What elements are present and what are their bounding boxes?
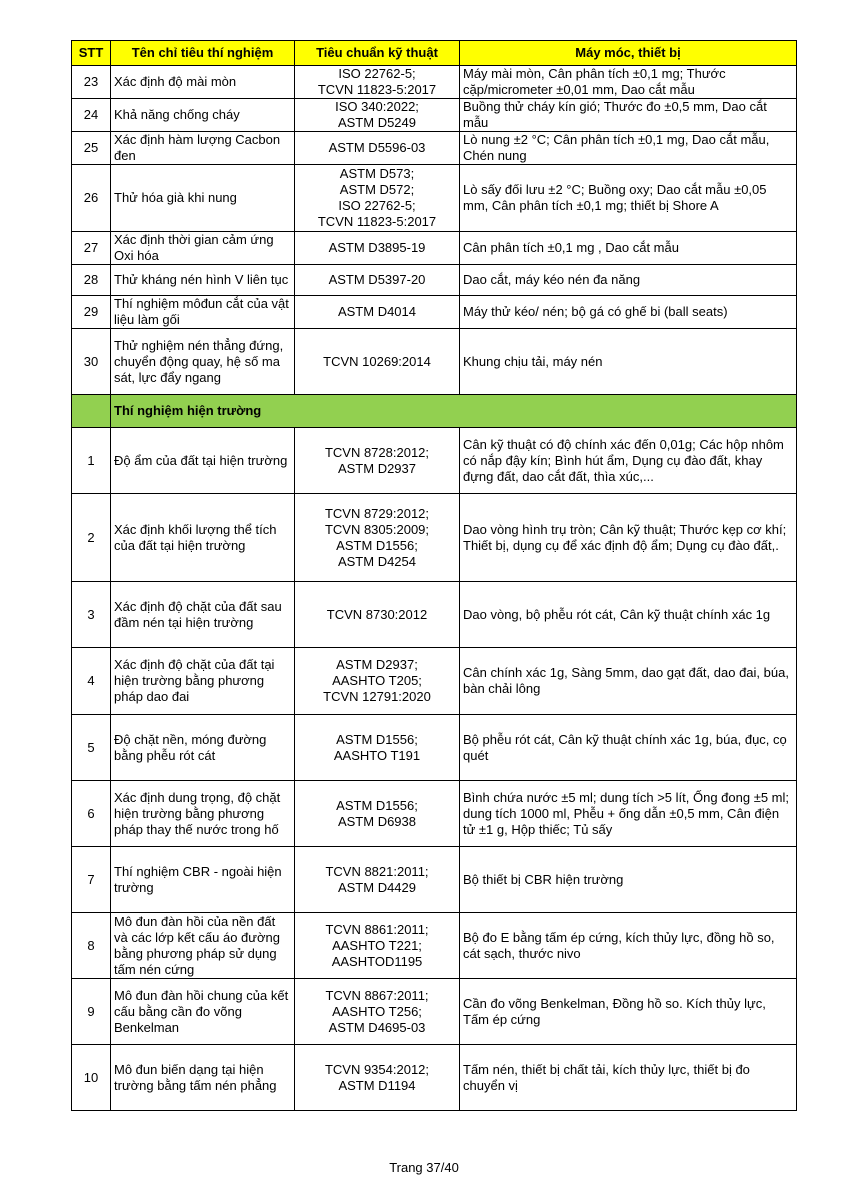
row-equipment: Máy thử kéo/ nén; bộ gá có ghế bi (ball seats) <box>460 296 797 329</box>
row-stt: 23 <box>72 66 111 99</box>
row-standard <box>295 847 460 913</box>
row-standard <box>295 715 460 781</box>
standard-line: TCVN 8729:2012; <box>324 505 430 521</box>
standard-line: ASTM D4254 <box>337 553 417 569</box>
standard-line: TCVN 9354:2012; <box>324 1061 430 1077</box>
table-row <box>72 232 797 265</box>
standard-line: ASTM D5397-20 <box>328 272 426 287</box>
row-equipment: Cần đo võng Benkelman, Đồng hồ so. Kích thủy lực, Tấm ép cứng <box>460 979 797 1045</box>
row-test-name: Xác định độ mài mòn <box>111 66 295 99</box>
header-standard: Tiêu chuẩn kỹ thuật <box>295 41 460 66</box>
table-row <box>72 66 797 99</box>
row-equipment: Bộ đo E bằng tấm ép cứng, kích thủy lực, đồng hồ so, cát sạch, thước nivo <box>460 913 797 979</box>
section-title: Thí nghiệm hiện trường <box>111 395 797 428</box>
header-test-name: Tên chỉ tiêu thí nghiệm <box>111 41 295 66</box>
test-table <box>71 40 797 1111</box>
row-equipment: Lò sấy đối lưu ±2 °C; Buồng oxy; Dao cắt mẫu ±0,05 mm, Cân phân tích ±0,1 mg; thiết bị Shore A <box>460 165 797 232</box>
row-standard <box>295 66 460 99</box>
page-number: Trang 37/40 <box>389 1160 459 1175</box>
row-standard <box>295 913 460 979</box>
table-row <box>72 99 797 132</box>
table-row <box>72 265 797 296</box>
row-stt: 29 <box>72 296 111 329</box>
standard-line: ASTM D573; <box>339 166 415 181</box>
row-equipment: Cân phân tích ±0,1 mg , Dao cắt mẫu <box>460 232 797 265</box>
standard-line: TCVN 8305:2009; <box>324 521 430 537</box>
row-test-name: Thí nghiệm CBR - ngoài hiện trường <box>111 847 295 913</box>
row-standard <box>295 296 460 329</box>
row-stt: 5 <box>72 715 111 781</box>
row-standard <box>295 1045 460 1111</box>
standard-line: TCVN 8821:2011; <box>325 863 429 879</box>
row-standard <box>295 781 460 847</box>
row-equipment: Máy mài mòn, Cân phân tích ±0,1 mg; Thước cặp/micrometer ±0,01 mm, Dao cắt mẫu <box>460 66 797 99</box>
standard-line: ASTM D4695-03 <box>328 1019 426 1035</box>
row-equipment: Khung chịu tải, máy nén <box>460 329 797 395</box>
table-row <box>72 781 797 847</box>
standard-line: TCVN 12791:2020 <box>323 689 431 704</box>
row-stt: 6 <box>72 781 111 847</box>
table-row <box>72 979 797 1045</box>
row-standard <box>295 494 460 582</box>
row-stt: 10 <box>72 1045 111 1111</box>
row-standard <box>295 582 460 648</box>
standard-line: ASTM D1194 <box>338 1077 416 1093</box>
standard-line: ISO 22762-5; <box>338 198 416 213</box>
row-stt: 24 <box>72 99 111 132</box>
table-row <box>72 715 797 781</box>
standard-line: TCVN 8867:2011; <box>325 987 429 1003</box>
standard-line: TCVN 8730:2012 <box>326 606 428 622</box>
row-stt: 27 <box>72 232 111 265</box>
row-test-name: Xác định dung trọng, độ chặt hiện trường bằng phương pháp thay thế nước trong hố <box>111 781 295 847</box>
row-equipment: Dao cắt, máy kéo nén đa năng <box>460 265 797 296</box>
row-test-name: Thí nghiệm môđun cắt của vật liệu làm gối <box>111 296 295 329</box>
row-equipment: Cân chính xác 1g, Sàng 5mm, dao gạt đất, dao đai, búa, bàn chải lông <box>460 648 797 715</box>
row-equipment: Bộ thiết bị CBR hiện trường <box>460 847 797 913</box>
row-equipment: Dao vòng hình trụ tròn; Cân kỹ thuật; Thước kẹp cơ khí; Thiết bị, dụng cụ để xác định độ ẩm; Dụng cụ đào đất,. <box>460 494 797 582</box>
standard-line: ASTM D2937 <box>337 460 417 476</box>
standard-line: AASHTO T205; <box>332 673 422 688</box>
row-equipment: Tấm nén, thiết bị chất tải, kích thủy lực, thiết bị đo chuyển vị <box>460 1045 797 1111</box>
table-row <box>72 132 797 165</box>
row-test-name: Độ ẩm của đất tại hiện trường <box>111 428 295 494</box>
standard-line: TCVN 11823-5:2017 <box>317 82 437 97</box>
row-test-name: Xác định hàm lượng Cacbon đen <box>111 132 295 165</box>
row-stt: 1 <box>72 428 111 494</box>
standard-line: AASHTOD1195 <box>331 953 423 969</box>
header-equipment: Máy móc, thiết bị <box>460 41 797 66</box>
standard-line: TCVN 8861:2011; <box>325 921 429 937</box>
row-equipment: Bộ phễu rót cát, Cân kỹ thuật chính xác 1g, búa, đục, cọ quét <box>460 715 797 781</box>
standard-line: ASTM D2937; <box>336 657 418 672</box>
standard-line: TCVN 8728:2012; <box>324 444 430 460</box>
row-stt: 9 <box>72 979 111 1045</box>
row-standard <box>295 979 460 1045</box>
row-standard <box>295 648 460 715</box>
row-equipment: Bình chứa nước ±5 ml; dung tích >5 lít, Ống đong ±5 ml; dung tích 1000 ml, Phễu + ống dẫn ±0,5 mm, Cân điện tử ±1 g, Hộp thiếc; Tủ sấy <box>460 781 797 847</box>
row-stt: 3 <box>72 582 111 648</box>
header-stt: STT <box>72 41 111 66</box>
table-row <box>72 648 797 715</box>
standard-line: ASTM D4014 <box>337 304 417 319</box>
row-standard <box>295 265 460 296</box>
standard-line: ASTM D5249 <box>337 115 417 130</box>
row-test-name: Mô đun đàn hồi của nền đất và các lớp kết cấu áo đường bằng phương pháp sử dụng tấm nén cứng <box>111 913 295 979</box>
row-test-name: Mô đun đàn hồi chung của kết cấu bằng cần đo võng Benkelman <box>111 979 295 1045</box>
row-test-name: Xác định độ chặt của đất sau đầm nén tại hiện trường <box>111 582 295 648</box>
section-row <box>72 395 797 428</box>
standard-line: AASHTO T191 <box>333 747 421 763</box>
row-standard <box>295 428 460 494</box>
row-test-name: Thử kháng nén hình V liên tục <box>111 265 295 296</box>
row-standard <box>295 165 460 232</box>
row-test-name: Khả năng chống cháy <box>111 99 295 132</box>
row-equipment: Cân kỹ thuật có độ chính xác đến 0,01g; Các hộp nhôm có nắp đậy kín; Bình hút ẩm, Dụng cụ đào đất, khay đựng đất, dao cắt đất, thìa xúc,... <box>460 428 797 494</box>
standard-line: ASTM D6938 <box>337 813 417 829</box>
row-test-name: Xác định độ chặt của đất tại hiện trường bằng phương pháp dao đai <box>111 648 295 715</box>
row-standard <box>295 99 460 132</box>
section-empty-cell <box>72 395 111 428</box>
row-test-name: Xác định thời gian cảm ứng Oxi hóa <box>111 232 295 265</box>
standard-line: ASTM D4429 <box>337 879 417 895</box>
table-row <box>72 582 797 648</box>
standard-line: ASTM D1556; <box>336 797 418 813</box>
row-standard <box>295 132 460 165</box>
standard-line: AASHTO T256; <box>332 1003 422 1019</box>
table-row <box>72 1045 797 1111</box>
table-header-row <box>72 41 797 66</box>
table-row <box>72 913 797 979</box>
row-test-name: Độ chặt nền, móng đường bằng phễu rót cát <box>111 715 295 781</box>
row-standard <box>295 329 460 395</box>
row-test-name: Xác định khối lượng thể tích của đất tại hiện trường <box>111 494 295 582</box>
standard-line: ISO 340:2022; <box>335 99 419 114</box>
table-row <box>72 296 797 329</box>
row-stt: 8 <box>72 913 111 979</box>
row-equipment: Dao vòng, bộ phễu rót cát, Cân kỹ thuật chính xác 1g <box>460 582 797 648</box>
row-stt: 4 <box>72 648 111 715</box>
standard-line: ASTM D5596-03 <box>328 140 426 155</box>
standard-line: TCVN 10269:2014 <box>323 353 431 369</box>
table-row <box>72 494 797 582</box>
standard-line: ISO 22762-5; <box>338 66 416 81</box>
standard-line: ASTM D1556; <box>336 537 418 553</box>
row-equipment: Lò nung ±2 °C; Cân phân tích ±0,1 mg, Dao cắt mẫu, Chén nung <box>460 132 797 165</box>
table-row <box>72 165 797 232</box>
row-stt: 25 <box>72 132 111 165</box>
table-row <box>72 847 797 913</box>
row-equipment: Buồng thử cháy kín gió; Thước đo ±0,5 mm, Dao cắt mẫu <box>460 99 797 132</box>
row-stt: 26 <box>72 165 111 232</box>
standard-line: TCVN 11823-5:2017 <box>317 214 437 229</box>
row-stt: 30 <box>72 329 111 395</box>
row-standard <box>295 232 460 265</box>
standard-line: ASTM D572; <box>339 182 415 197</box>
row-test-name: Thử nghiệm nén thẳng đứng, chuyển động quay, hệ số ma sát, lực đẩy ngang <box>111 329 295 395</box>
row-test-name: Mô đun biến dạng tại hiện trường bằng tấm nén phẳng <box>111 1045 295 1111</box>
row-stt: 28 <box>72 265 111 296</box>
row-stt: 7 <box>72 847 111 913</box>
table-row <box>72 329 797 395</box>
standard-line: ASTM D3895-19 <box>328 240 426 255</box>
standard-line: AASHTO T221; <box>332 937 422 953</box>
table-row <box>72 428 797 494</box>
row-test-name: Thử hóa già khi nung <box>111 165 295 232</box>
row-stt: 2 <box>72 494 111 582</box>
standard-line: ASTM D1556; <box>336 731 418 747</box>
